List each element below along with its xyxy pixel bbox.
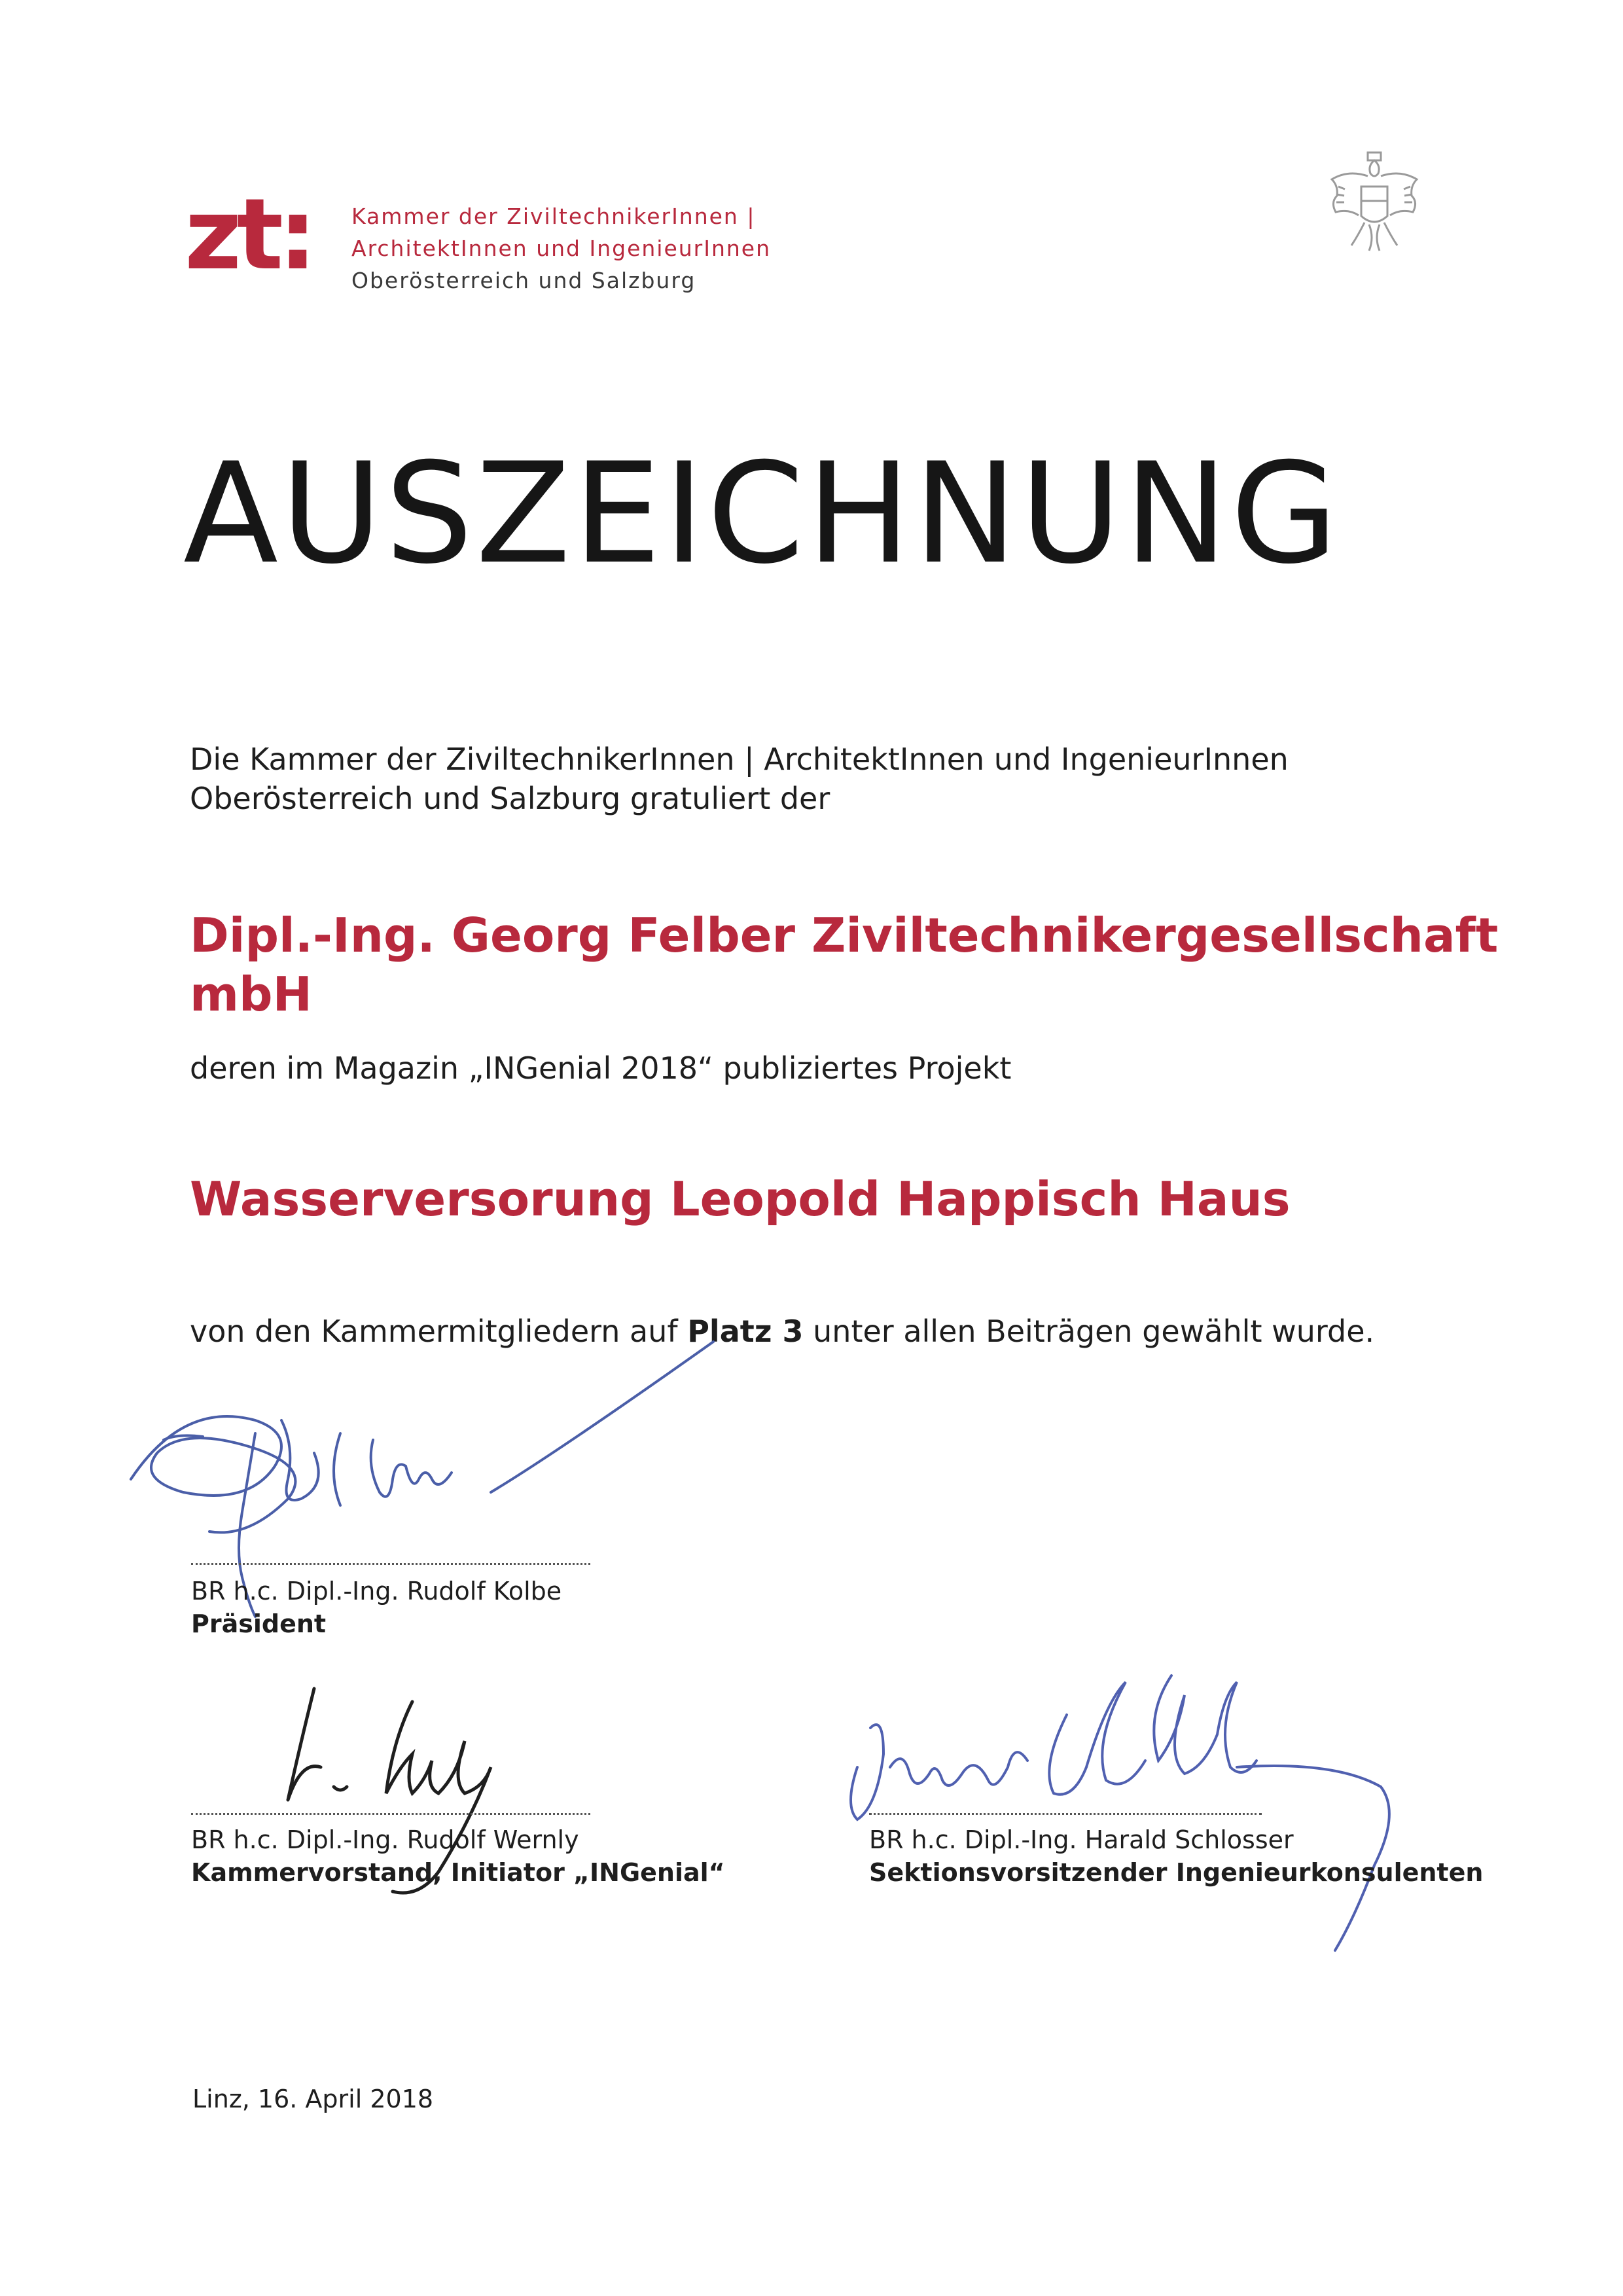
- signatory-2-name: BR h.c. Dipl.-Ing. Rudolf Wernly: [191, 1825, 579, 1854]
- signatory-2: [191, 1823, 725, 1889]
- signatory-3-name: BR h.c. Dipl.-Ing. Harald Schlosser: [869, 1825, 1294, 1854]
- zt-logo-mark: [185, 191, 348, 283]
- document-title: AUSZEICHNUNG: [183, 433, 1341, 594]
- result-placement: Platz 3: [687, 1314, 804, 1349]
- org-name-line-3: Oberösterreich und Salzburg: [351, 268, 696, 293]
- austrian-eagle-icon: [1322, 147, 1427, 259]
- signature-line-2: [191, 1813, 590, 1815]
- org-name-line-2: ArchitektInnen und IngenieurInnen: [351, 236, 772, 261]
- result-text-after: unter allen Beiträgen gewählt wurde.: [803, 1314, 1375, 1349]
- signatory-3: [869, 1823, 1483, 1889]
- intro-line-1: Die Kammer der ZiviltechnikerInnen | ArchitektInnen und IngenieurInnen: [190, 742, 1289, 777]
- signatory-3-role: Sektionsvorsitzender Ingenieurkonsulenten: [869, 1858, 1484, 1887]
- signatory-2-role: Kammervorstand, Initiator „INGenial“: [191, 1858, 725, 1887]
- magazine-text: deren im Magazin „INGenial 2018“ publiziertes Projekt: [190, 1050, 1012, 1086]
- project-title: Wasserversorung Leopold Happisch Haus: [190, 1172, 1291, 1227]
- signature-line-3: [869, 1813, 1262, 1815]
- zt-logo-letters: zt:: [185, 191, 312, 283]
- signatory-1-role: Präsident: [191, 1609, 327, 1638]
- signatory-1-name: BR h.c. Dipl.-Ing. Rudolf Kolbe: [191, 1577, 562, 1605]
- intro-line-2: Oberösterreich und Salzburg gratuliert der: [190, 781, 830, 816]
- signature-line-1: [191, 1563, 590, 1565]
- recipient-name: Dipl.-Ing. Georg Felber Ziviltechnikergesellschaft mbH: [190, 908, 1499, 1022]
- org-name-block: [351, 200, 771, 296]
- intro-text: [190, 740, 1289, 818]
- result-text-before: von den Kammermitgliedern auf: [190, 1314, 688, 1349]
- result-text: [190, 1312, 1374, 1351]
- org-name-line-1: Kammer der ZiviltechnikerInnen |: [351, 204, 756, 229]
- place-date: Linz, 16. April 2018: [192, 2085, 434, 2113]
- signatory-1: [191, 1575, 562, 1640]
